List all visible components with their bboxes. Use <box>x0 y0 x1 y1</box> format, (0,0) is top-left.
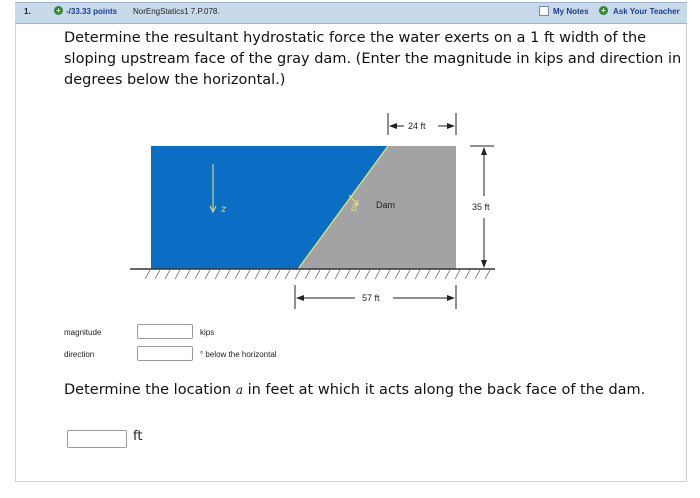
dim-bottom-label: 57 ft <box>362 293 380 303</box>
dim-right-label: 35 ft <box>472 202 490 212</box>
location-unit: ft <box>133 429 143 444</box>
direction-unit: ° below the horizontal <box>200 350 277 359</box>
question-id: NorEngStatics1 7.P.078. <box>133 7 220 16</box>
question-text: Determine the resultant hydrostatic force the water exerts on a 1 ft width of the sloping upstream face of the gray dam. (Enter the magnitude in kips and direction in degrees below the horizontal.) <box>64 30 682 88</box>
magnitude-label: magnitude <box>64 328 102 337</box>
question2-text-before: Determine the location <box>64 382 232 398</box>
magnitude-unit: kips <box>200 328 215 337</box>
question2-text <box>64 380 684 401</box>
z-label: z <box>221 204 227 215</box>
dam-label: Dam <box>376 200 396 210</box>
ground-hatching <box>145 270 490 279</box>
direction-label: direction <box>64 350 95 359</box>
plus-icon[interactable]: + <box>54 6 63 15</box>
my-notes-link[interactable]: My Notes <box>553 7 589 16</box>
location-input[interactable] <box>67 430 127 448</box>
magnitude-input[interactable] <box>137 324 193 339</box>
ask-teacher-plus-icon[interactable]: + <box>599 6 608 15</box>
question-number: 1. <box>24 7 31 16</box>
a-symbol: a <box>235 383 243 397</box>
direction-input[interactable] <box>137 346 193 361</box>
dim-top-label: 24 ft <box>408 121 426 131</box>
ask-teacher-link[interactable]: Ask Your Teacher <box>613 7 680 16</box>
a-label: a <box>351 203 357 214</box>
points-label: -/33.33 points <box>66 7 118 16</box>
question2-text-after: in feet at which it acts along the back face of the dam. <box>247 382 646 398</box>
